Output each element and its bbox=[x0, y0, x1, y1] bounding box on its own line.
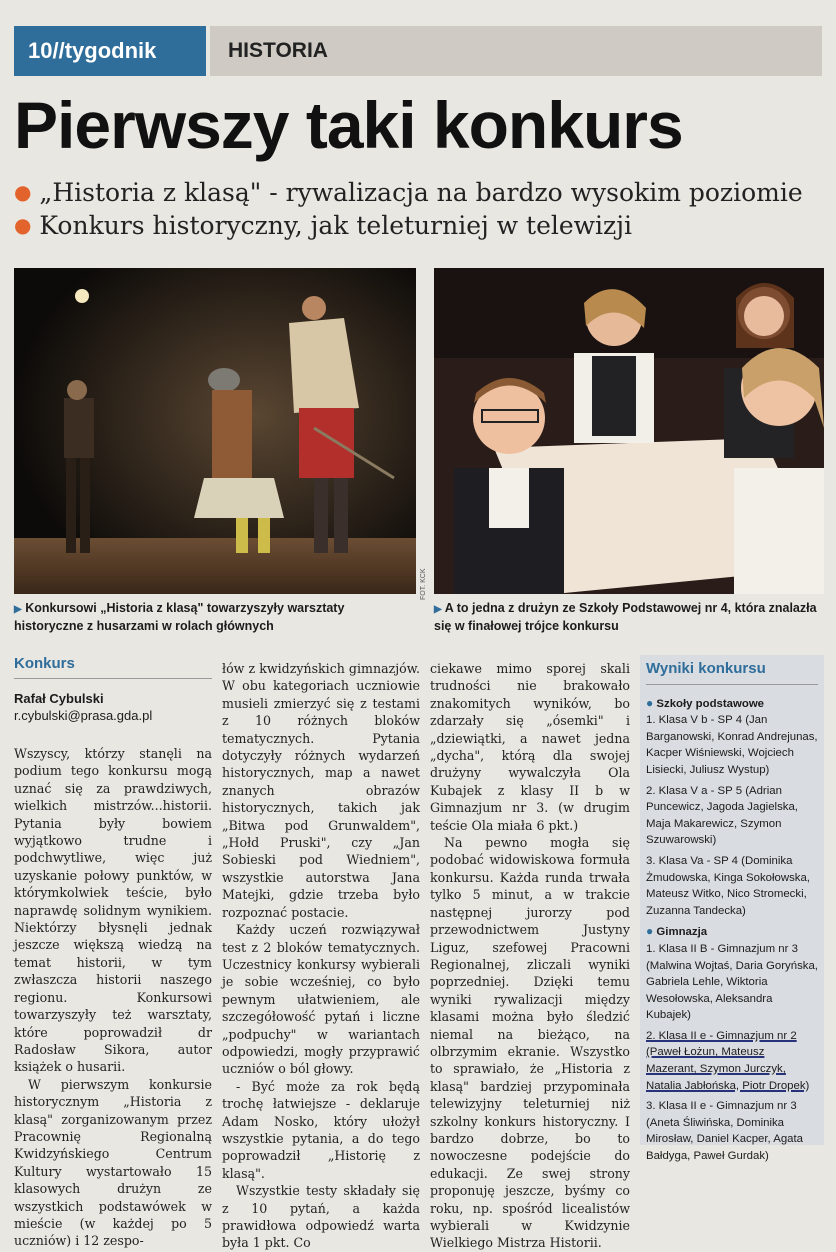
lead-part-1: „Historia z klasą" - rywalizacja na bardzo wysokim poziomie bbox=[39, 178, 803, 207]
bullet-icon: ● bbox=[14, 213, 32, 237]
article-column-1 bbox=[14, 745, 212, 1250]
paragraph: ciekawe mimo sporej skali trudności nie brakowało znakomitych wyników, bo zdarzały się „ósemki" i „dziewiątki, a nawet jedna „dycha", którą dla swojej drużyny wywalczyła Ola Kubajek z klasy II b w Gimnazjum nr 3. (w drugim teście Ola miała 6 pkt.) bbox=[430, 661, 630, 833]
article-column-3 bbox=[430, 660, 630, 1252]
author-email[interactable]: r.cybulski@prasa.gda.pl bbox=[14, 708, 153, 723]
results-item: 3. Klasa II e - Gimnazjum nr 3 (Aneta Śliwińska, Dominika Mirosław, Daniel Kacper, Agata Bałdyga, Paweł Gurdak) bbox=[646, 1100, 804, 1163]
caption-right-text: A to jedna z drużyn ze Szkoły Podstawowej nr 4, która znalazła się w finałowej trójce konkursu bbox=[434, 601, 817, 633]
results-title: Wyniki konkursu bbox=[646, 661, 818, 685]
paragraph: Każdy uczeń rozwiązywał test z 2 bloków tematycznych. Uczestnicy konkursy wybierali je sobie wcześniej, co było pewnym ułatwieniem, ale szczegółowość pytań i liczne „podpuchy" w wariantach odpowiedzi, mogły przyprawić uczniów o ból głowy. bbox=[222, 922, 420, 1077]
caption-right bbox=[434, 600, 829, 634]
photo-hussars-image bbox=[14, 268, 416, 594]
lead-part-2: Konkurs historyczny, jak teleturniej w telewizji bbox=[39, 211, 632, 240]
paragraph: Na pewno mogła się podobać widowiskowa formuła konkursu. Każda runda trwała tylko 5 minut, a w trakcie następnej jurorzy pod przewodnictwem Justyny Liguz, szefowej Pracowni Regionalnej, zliczali wyniki poprzedniej. Dzięki temu wyniki rywalizacji między klasami można było śledzić niemal na bieżąco, na olbrzymim ekranie. Wszystko to sprawiało, że „Historia z klasą" bardziej przypominała telewizyjny teleturniej niż szkolny konkurs historyczny. I bardzo dobrze, bo to nowoczesne podejście do edukacji. Ze swej strony proponuję jeszcze, byśmy co roku, np. spośród licealistów wybierali w Kwidzynie Wielkiego Mistrza Historii. bbox=[430, 835, 630, 1251]
photo-hussars bbox=[14, 268, 416, 594]
kicker: Konkurs bbox=[14, 655, 212, 679]
bullet-icon: ● bbox=[646, 924, 654, 939]
section-name: HISTORIA bbox=[210, 26, 822, 76]
bullet-icon: ● bbox=[646, 695, 654, 710]
results-category-primary bbox=[646, 695, 818, 713]
caption-left-text: Konkursowi „Historia z klasą" towarzyszyły warsztaty historyczne z husarzami w rolach głównych bbox=[14, 601, 345, 633]
results-item-highlighted: 2. Klasa II e - Gimnazjum nr 2 (Paweł Łożun, Mateusz Mazerant, Szymon Jurczyk, Natalia Jabłońska, Piotr Dropek) bbox=[646, 1029, 810, 1092]
paragraph: W pierwszym konkursie historycznym „Historia z klasą" zorganizowanym przez Pracownię Regionalną Kwidzyńskiego Centrum Kultury wystartowało 15 klasowych drużyn ze wszystkich podstawówek w mieście (w każdej po 5 uczniów) i 12 zespo- bbox=[14, 1076, 212, 1249]
photo-credit: FOT. KCK bbox=[420, 568, 427, 600]
results-box bbox=[640, 655, 824, 1163]
caption-triangle-icon: ▶ bbox=[14, 604, 22, 615]
author-name: Rafał Cybulski bbox=[14, 691, 104, 706]
section-tag: 10//tygodnik bbox=[14, 26, 206, 76]
paragraph: łów z kwidzyńskich gimnazjów. W obu kategoriach uczniowie musieli zmierzyć się z testami z 10 różnych bloków tematycznych. Pytania dotyczyły różnych wydarzeń historycznych, map a nawet znanych obrazów historycznych, takich jak „Bitwa pod Grunwaldem", „Hołd Pruski", czy „Jan Sobieski pod Wiedniem", wszystkie autorstwa Jana Matejki, gdzie trzeba było rozpoznać postacie. bbox=[222, 661, 420, 920]
paragraph: - Być może za rok będą trochę łatwiejsze - deklaruje Adam Nosko, który ułożył wszystkie pytania, a do tego poprowadził „Historię z klasą". bbox=[222, 1078, 420, 1181]
bullet-icon: ● bbox=[14, 180, 32, 204]
lead bbox=[14, 176, 804, 242]
results-category-label: Gimnazja bbox=[656, 926, 708, 939]
results-item: 2. Klasa V a - SP 5 (Adrian Puncewicz, Jagoda Jagielska, Maja Makarewicz, Szymon Szuwarowski) bbox=[646, 784, 798, 847]
results-category-gymnasium bbox=[646, 923, 818, 941]
results-item: 1. Klasa II B - Gimnazjum nr 3 (Malwina Wojtaś, Daria Goryńska, Gabriela Lehle, Wiktoria Wesołowska, Aleksandra Kubajek) bbox=[646, 942, 818, 1022]
results-item: 3. Klasa Va - SP 4 (Dominika Żmudowska, Kinga Sokołowska, Mateusz Witko, Nico Stromecki, Zuzanna Tandecka) bbox=[646, 854, 810, 917]
caption-left bbox=[14, 600, 414, 634]
headline: Pierwszy taki konkurs bbox=[14, 88, 683, 162]
photo-students bbox=[434, 268, 824, 594]
results-category-label: Szkoły podstawowe bbox=[656, 697, 765, 710]
photo-students-image bbox=[434, 268, 824, 594]
article-column-2 bbox=[222, 660, 420, 1252]
results-item: 1. Klasa V b - SP 4 (Jan Barganowski, Konrad Andrejunas, Kacper Wiśniewski, Wojciech Lisiecki, Juliusz Wystup) bbox=[646, 714, 818, 776]
caption-triangle-icon: ▶ bbox=[434, 604, 442, 615]
paragraph: Wszystkie testy składały się z 10 pytań, a każda prawidłowa odpowiedź warta była 1 pkt. Co bbox=[222, 1183, 420, 1251]
author bbox=[14, 690, 152, 724]
paragraph: Wszyscy, którzy stanęli na podium tego konkursu mogą uznać się za prawdziwych, wielkich mistrzów...historii. Pytania były bowiem wyjątkowo trudne i podchwytliwe, więc już uzyskanie połowy punktów, w którymkolwiek teście, było naprawdę solidnym wynikiem. Niektórzy błysnęli jednak jeszcze większą wiedzą na temat historii, w tym zwłaszcza historii naszego regionu. Konkursowi towarzyszyły też warsztaty, które poprowadził dr Radosław Sikora, autor książek o husarii. bbox=[14, 746, 212, 1075]
